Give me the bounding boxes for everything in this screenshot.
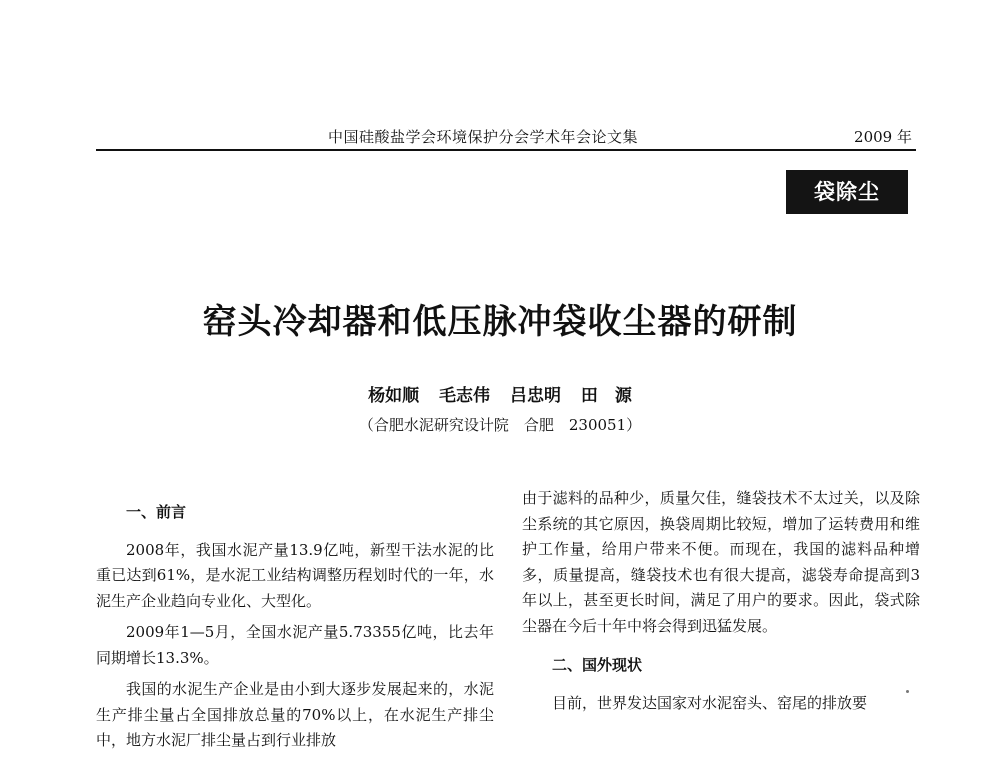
right-column	[522, 486, 920, 716]
author: 吕忠明	[509, 386, 561, 406]
running-head	[96, 126, 916, 150]
affiliation: （合肥水泥研究设计院 合肥 230051）	[358, 416, 642, 434]
author: 田 源	[580, 386, 632, 406]
body-paragraph: 我国的水泥生产企业是由小到大逐步发展起来的，水泥生产排尘量占全国排放总量的70%以上，在水泥生产排尘中，地方水泥厂排尘量占到行业排放	[96, 680, 494, 749]
section-heading-foreign-status: 二、国外现状	[552, 656, 643, 674]
left-column	[96, 486, 494, 760]
publication-year: 2009 年	[854, 128, 912, 146]
author: 毛志伟	[439, 386, 491, 406]
scan-speck	[906, 690, 909, 693]
author: 杨如顺	[368, 386, 420, 406]
journal-name: 中国硅酸盐学会环境保护分会学术年会论文集	[328, 128, 639, 146]
body-paragraph-continued: 由于滤料的品种少，质量欠佳，缝袋技术不太过关，以及除尘系统的其它原因，换袋周期比较短，增加了运转费用和维护工作量，给用户带来不便。而现在，我国的滤料品种增多，质量提高，缝袋技术也有很大提高，滤袋寿命提高到3年以上，甚至更长时间，满足了用户的要求。因此，袋式除尘器在今后十年中将会得到迅猛发展。	[522, 489, 920, 635]
body-paragraph: 2008年，我国水泥产量13.9亿吨，新型干法水泥的比重已达到61%，是水泥工业结构调整历程划时代的一年，水泥生产企业趋向专业化、大型化。	[96, 540, 494, 610]
section-heading-intro: 一、前言	[126, 503, 187, 521]
body-paragraph: 目前，世界发达国家对水泥窑头、窑尾的排放要	[552, 693, 868, 712]
body-paragraph: 2009年1—5月，全国水泥产量5.73355亿吨，比去年同期增长13.3%。	[96, 623, 494, 667]
section-tag: 袋除尘	[786, 170, 908, 214]
paper-title: 窑头冷却器和低压脉冲袋收尘器的研制	[202, 302, 798, 342]
header-rule	[96, 149, 916, 151]
author-list	[0, 381, 1000, 406]
